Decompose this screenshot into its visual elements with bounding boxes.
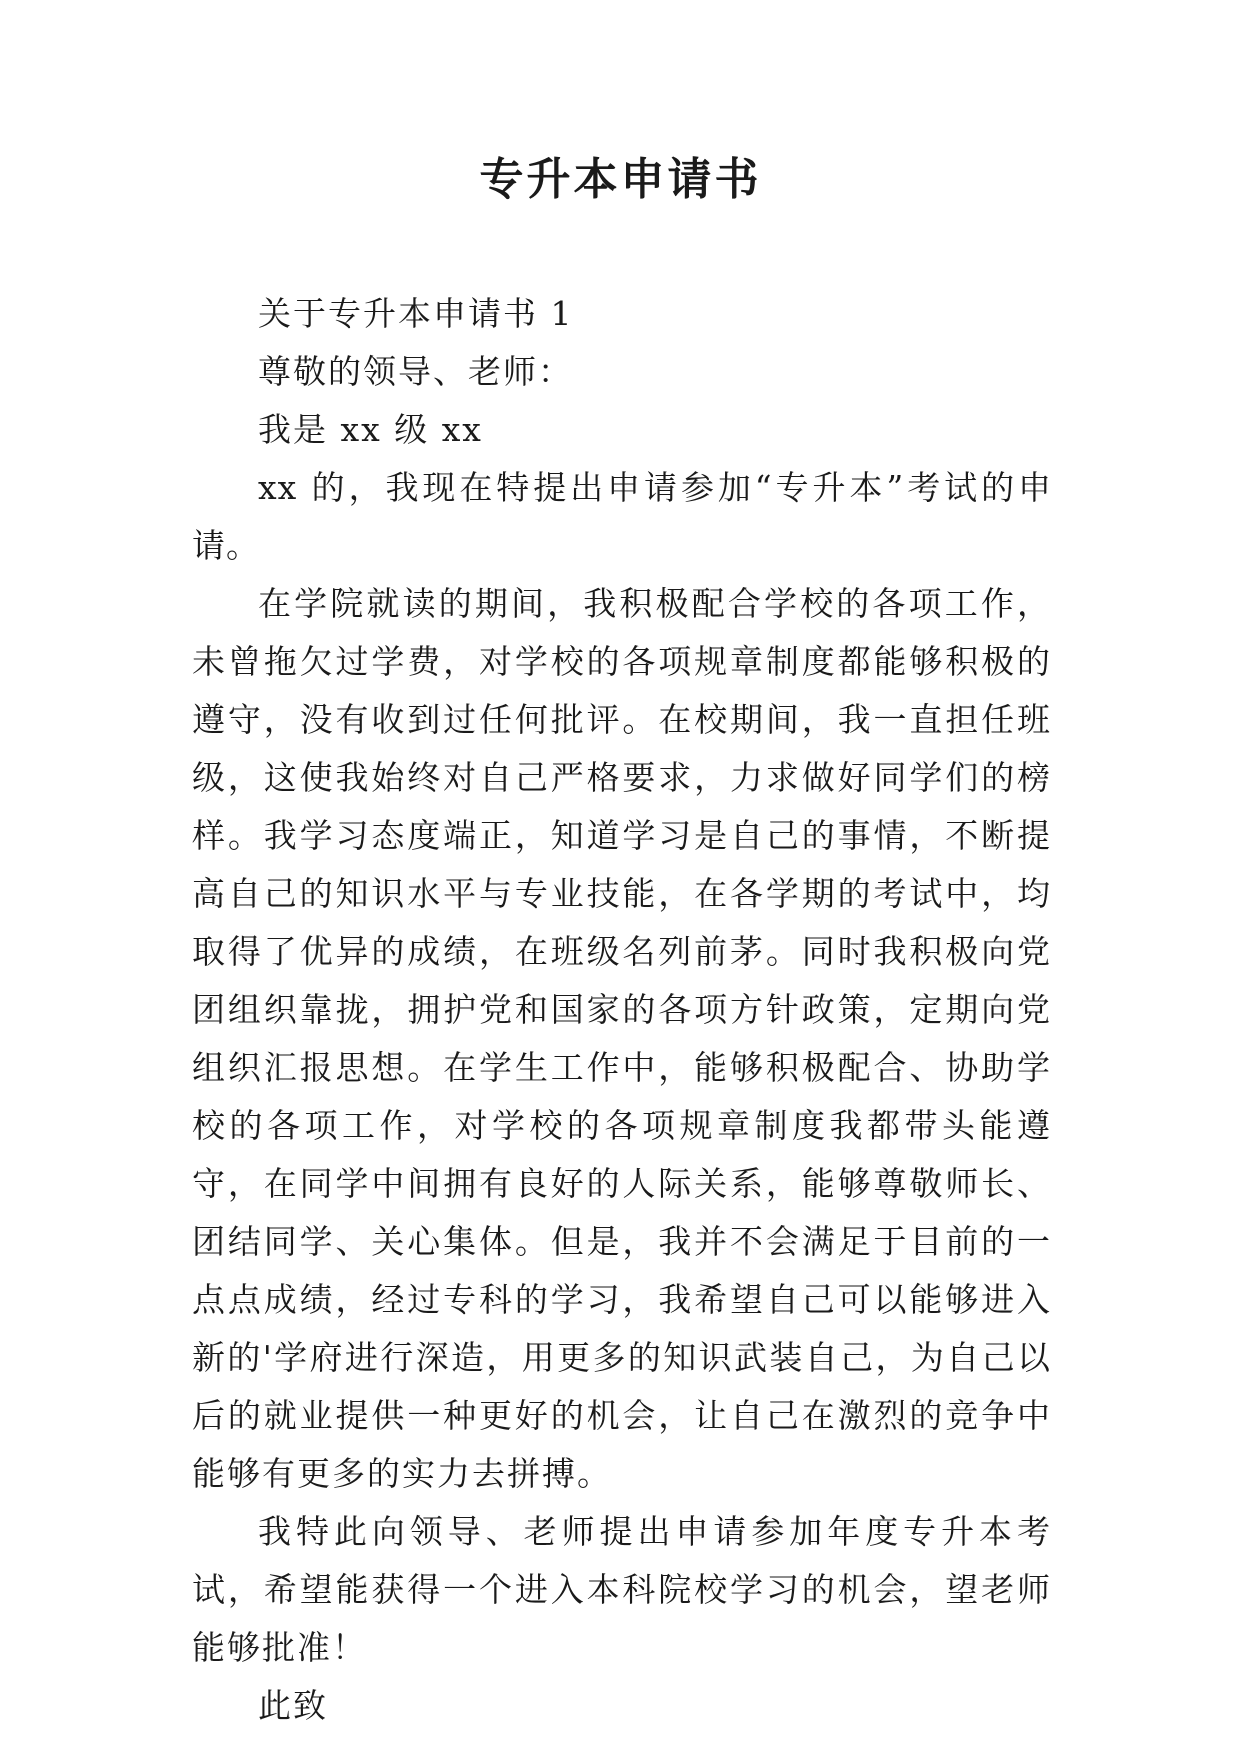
request-line: xx 的，我现在特提出申请参加“专升本”考试的申请。	[192, 468, 1052, 565]
document-title: 专升本申请书	[479, 154, 762, 205]
body-paragraph: 在学院就读的期间，我积极配合学校的各项工作，未曾拖欠过学费，对学校的各项规章制度都能够积极的遵守，没有收到过任何批评。在校期间，我一直担任班级，这使我始终对自己严格要求，力求做好同学们的榜样。我学习态度端正，知道学习是自己的事情，不断提高自己的知识水平与专业技能，在各学期的考试中，均取得了优异的成绩，在班级名列前茅。同时我积极向党团组织靠拢，拥护党和国家的各项方针政策，定期向党组织汇报思想。在学生工作中，能够积极配合、协助学校的各项工作，对学校的各项规章制度我都带头能遵守，在同学中间拥有良好的人际关系，能够尊敬师长、团结同学、关心集体。但是，我并不会满足于目前的一点点成绩，经过专科的学习，我希望自己可以能够进入新的'学府进行深造，用更多的知识武装自己，为自己以后的就业提供一种更好的机会，让自己在激烈的竞争中能够有更多的实力去拼搏。	[192, 584, 1052, 1493]
closing-request-paragraph: 我特此向领导、老师提出申请参加年度专升本考试，希望能获得一个进入本科院校学习的机会，望老师能够批准！	[192, 1512, 1052, 1667]
closing-phrase: 此致	[258, 1686, 328, 1725]
salutation: 尊敬的领导、老师：	[258, 352, 573, 391]
intro-line: 我是 xx 级 xx	[258, 410, 483, 449]
document-body	[192, 285, 1052, 1735]
heading-line: 关于专升本申请书 1	[258, 294, 574, 333]
